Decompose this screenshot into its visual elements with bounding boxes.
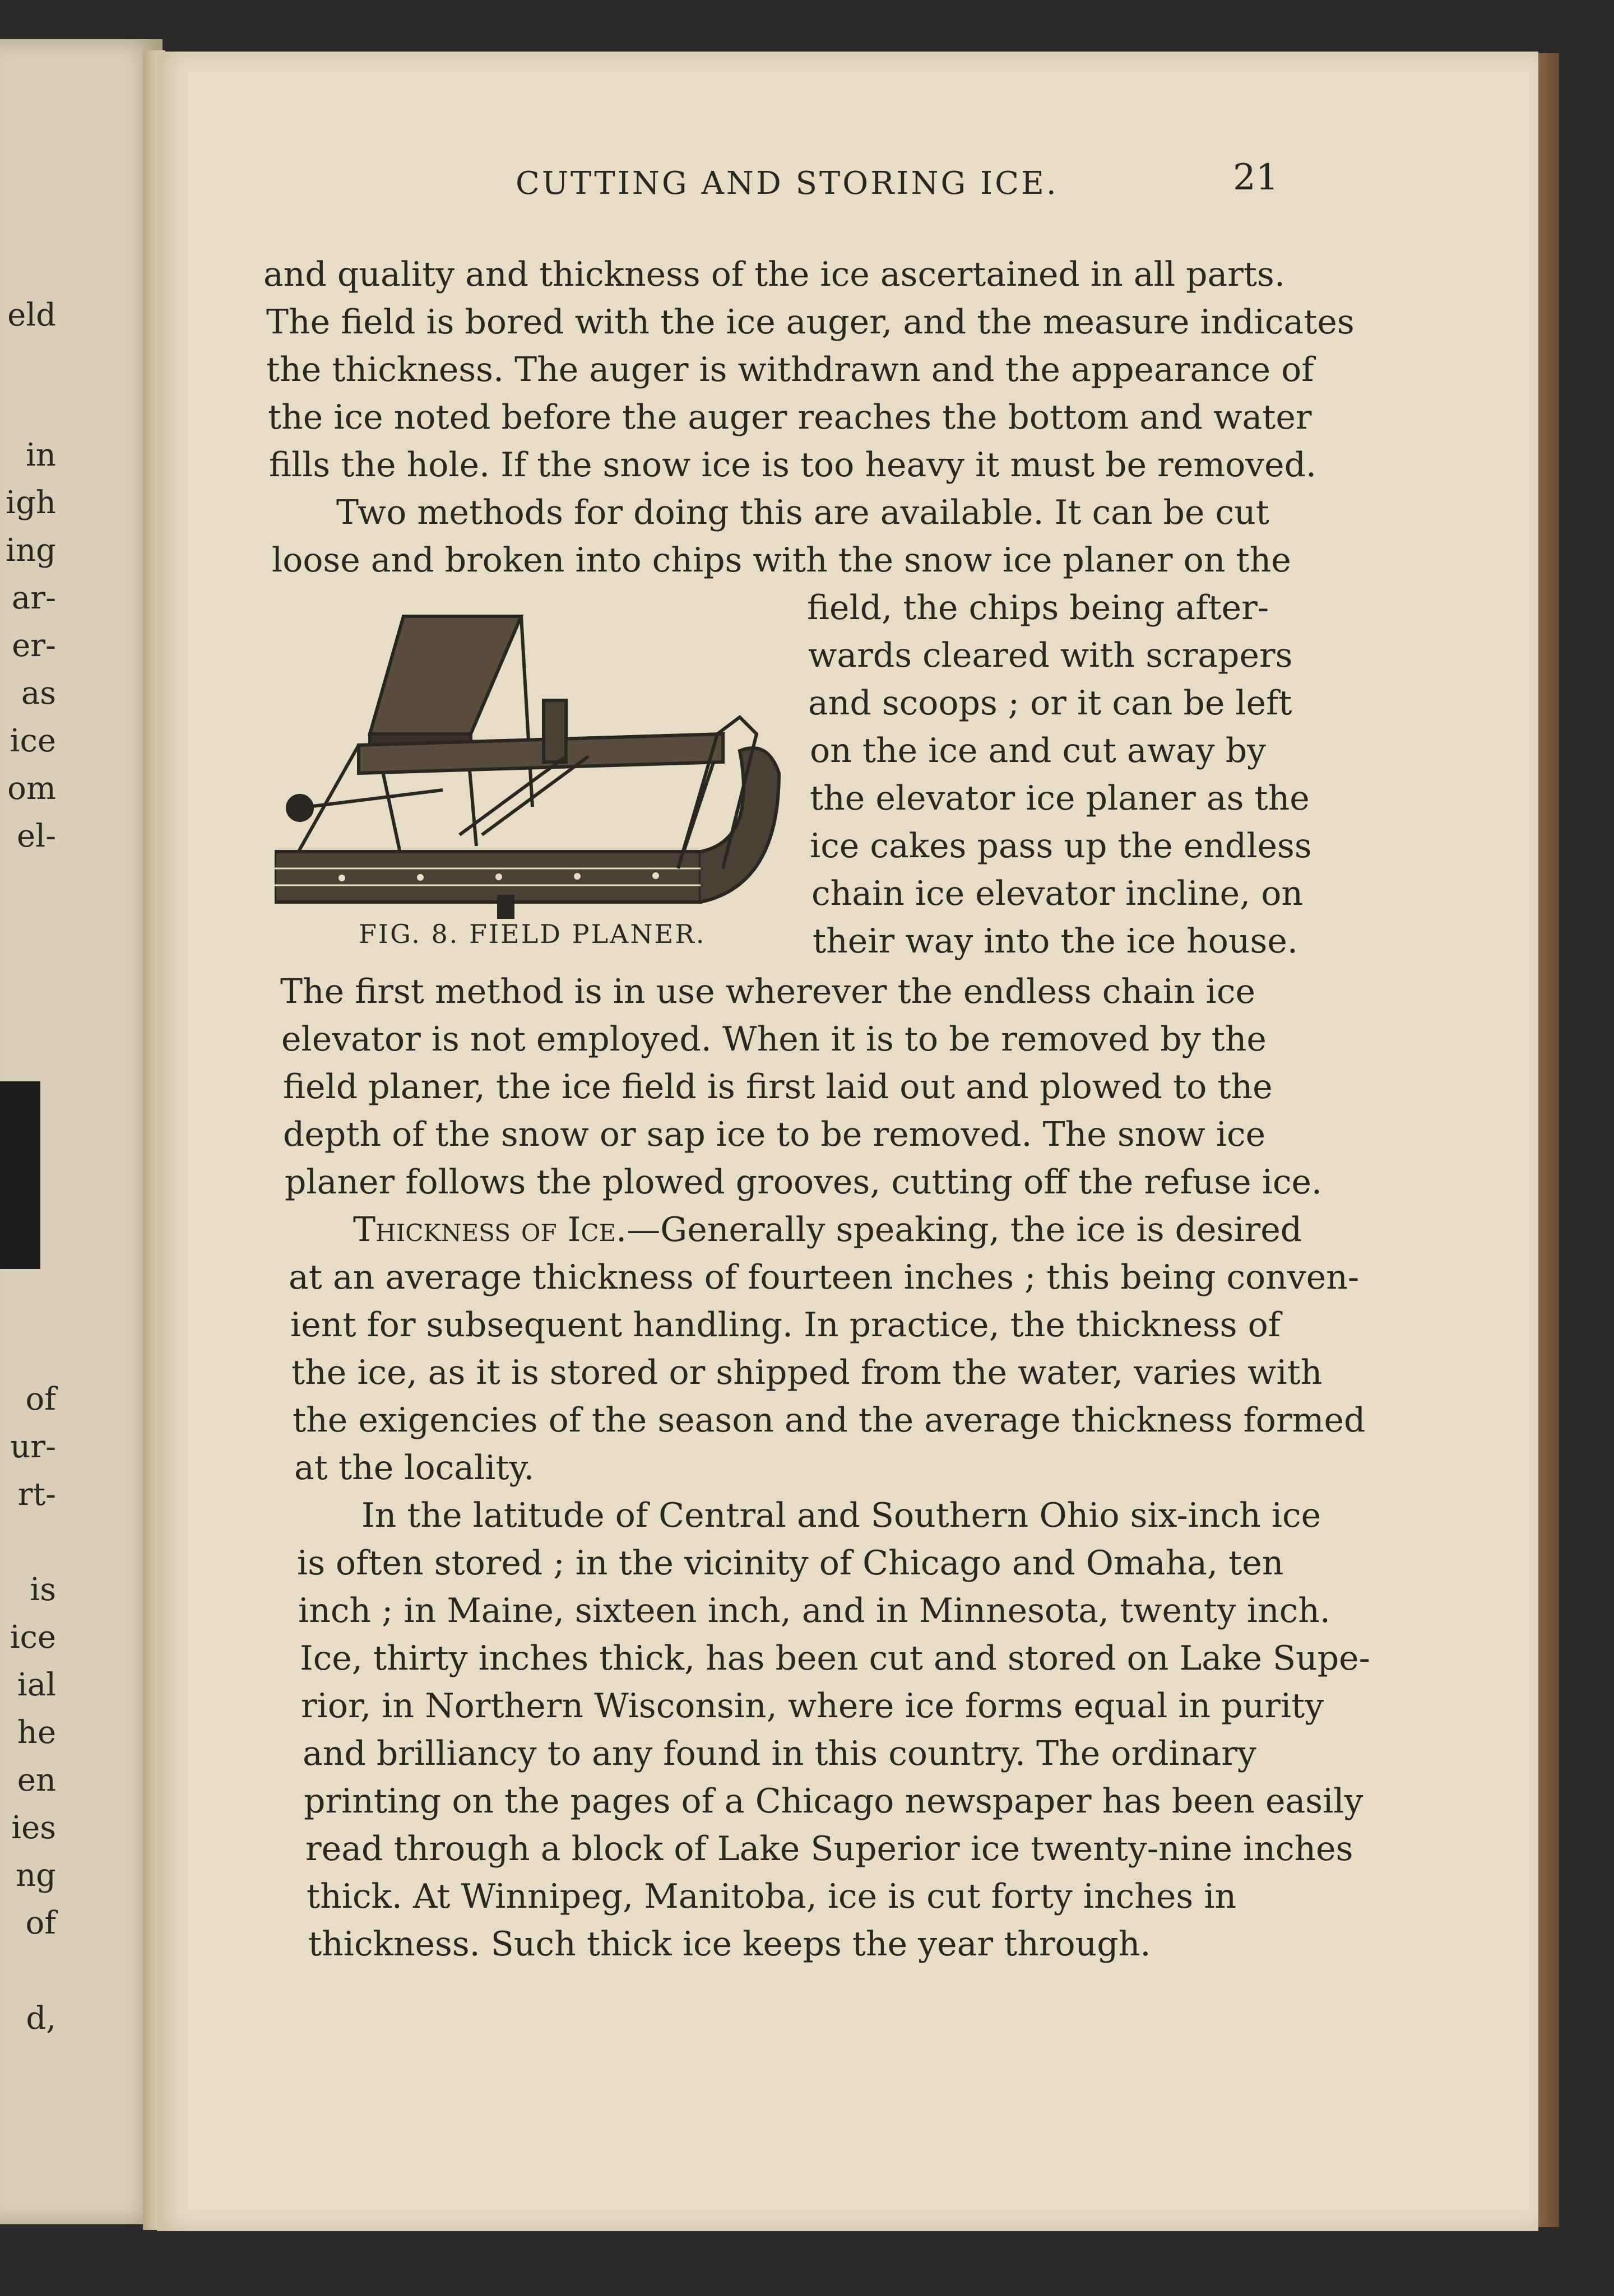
text-line: on the ice and cut away by — [810, 731, 1267, 770]
text-line: fills the hole. If the snow ice is too heavy it must be removed. — [269, 445, 1317, 485]
text-line: The first method is in use wherever the endless chain ice — [280, 972, 1255, 1011]
text-line: ice cakes pass up the endless — [810, 826, 1312, 866]
section-heading: Thickness of Ice. — [353, 1210, 627, 1249]
text-line: at an average thickness of fourteen inches ; this being conven- — [289, 1258, 1360, 1297]
left-page-fragment: om — [7, 770, 56, 807]
left-page-fragment: of — [25, 1381, 56, 1417]
left-page-fragment: ng — [16, 1857, 56, 1894]
left-page-fragment: ur- — [10, 1429, 56, 1465]
text-line: Two methods for doing this are available. It can be cut — [336, 493, 1269, 532]
left-page-fragment: eld — [7, 297, 56, 333]
text-line: wards cleared with scrapers — [808, 636, 1293, 675]
text-line: the exigencies of the season and the average thickness formed — [293, 1401, 1366, 1440]
left-page-fragment: ing — [6, 532, 56, 569]
text-line: field planer, the ice field is first laid out and plowed to the — [283, 1067, 1273, 1107]
field-planer-figure — [275, 605, 801, 919]
left-page-fragment: ice — [10, 723, 56, 759]
text-line: is often stored ; in the vicinity of Chicago and Omaha, ten — [297, 1544, 1284, 1583]
text-line: the ice, as it is stored or shipped from the water, varies with — [291, 1353, 1323, 1392]
text-line: elevator is not employed. When it is to be removed by the — [281, 1020, 1267, 1059]
text-line: The field is bored with the ice auger, and the measure indicates — [266, 303, 1355, 342]
left-page-fragment: is — [30, 1572, 56, 1608]
left-page-fragment: of — [25, 1905, 56, 1941]
left-page-illustration — [0, 1081, 40, 1269]
text-line: depth of the snow or sap ice to be removed. The snow ice — [283, 1115, 1266, 1154]
left-page-fragment: ies — [11, 1810, 56, 1846]
text-line: and quality and thickness of the ice ascertained in all parts. — [263, 255, 1285, 294]
left-page-fragment: ice — [10, 1619, 56, 1656]
left-page-fragment: er- — [12, 628, 56, 664]
figure-caption: FIG. 8. FIELD PLANER. — [359, 919, 706, 949]
text-line: field, the chips being after- — [807, 588, 1269, 628]
left-page-fragment: el- — [17, 818, 56, 854]
text-line: In the latitude of Central and Southern Ohio six-inch ice — [361, 1496, 1321, 1535]
text-line-continuation: —Generally speaking, the ice is desired — [627, 1210, 1302, 1249]
text-line: and scoops ; or it can be left — [808, 684, 1292, 723]
left-page-fragment: en — [17, 1762, 56, 1798]
text-line: ient for subsequent handling. In practice, the thickness of — [290, 1305, 1281, 1345]
text-line: and brilliancy to any found in this country. The ordinary — [303, 1734, 1256, 1773]
field-planer-illustration — [275, 605, 801, 919]
left-page-fragment: rt- — [17, 1476, 56, 1513]
left-page-fragment: d, — [26, 2000, 56, 2037]
text-line: loose and broken into chips with the snow ice planer on the — [272, 541, 1291, 580]
running-head: CUTTING AND STORING ICE. — [516, 165, 1059, 202]
text-line: the thickness. The auger is withdrawn and the appearance of — [266, 350, 1314, 389]
left-page-fragment: ar- — [11, 580, 56, 616]
text-line: printing on the pages of a Chicago newspaper has been easily — [304, 1782, 1363, 1821]
left-page-fragment: ial — [17, 1667, 56, 1703]
left-page-fragment: igh — [6, 485, 56, 521]
text-line: thick. At Winnipeg, Manitoba, ice is cut forty inches in — [307, 1877, 1237, 1916]
text-line: the elevator ice planer as the — [810, 779, 1310, 818]
text-line: rior, in Northern Wisconsin, where ice forms equal in purity — [301, 1686, 1324, 1726]
left-page-fragment: he — [17, 1714, 56, 1751]
text-line: Ice, thirty inches thick, has been cut and stored on Lake Supe- — [300, 1639, 1370, 1678]
left-page — [0, 39, 163, 2224]
left-page-fragment: as — [21, 675, 56, 712]
page-number: 21 — [1233, 157, 1279, 198]
text-line: chain ice elevator incline, on — [811, 874, 1304, 913]
text-line — [353, 1210, 1302, 1249]
left-page-fragment: in — [26, 437, 56, 473]
text-line: planer follows the plowed grooves, cutting off the refuse ice. — [285, 1163, 1323, 1202]
text-line: read through a block of Lake Superior ice twenty-nine inches — [305, 1829, 1353, 1869]
text-line: their way into the ice house. — [813, 922, 1298, 961]
text-line: inch ; in Maine, sixteen inch, and in Minnesota, twenty inch. — [298, 1591, 1330, 1630]
text-line: the ice noted before the auger reaches the bottom and water — [268, 398, 1312, 437]
text-line: at the locality. — [294, 1448, 535, 1488]
text-line: thickness. Such thick ice keeps the year through. — [308, 1925, 1151, 1964]
